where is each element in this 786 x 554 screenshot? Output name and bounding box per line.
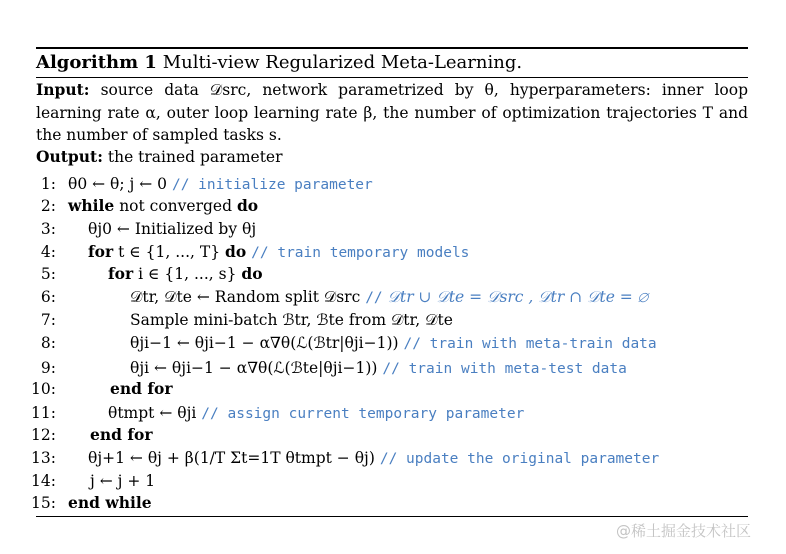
- line-code: [130, 357, 627, 380]
- input-block: [36, 79, 748, 147]
- line-comment: // assign current temporary parameter: [201, 406, 525, 422]
- line-code-text: j ← j + 1: [90, 472, 156, 490]
- line-number: 6:: [40, 288, 56, 306]
- line-code-text: θj0 ← Initialized by θj: [88, 220, 257, 238]
- line-code-text: θtmpt ← θji: [108, 404, 197, 422]
- line-comment-math: 𝒟tr ∪ 𝒟te = 𝒟src , 𝒟tr ∩ 𝒟te = ∅: [387, 288, 648, 306]
- output-text: the trained parameter: [107, 148, 283, 166]
- line-code-text: θj+1 ← θj + β(1/T Σt=1T θtmpt − θj): [88, 449, 375, 467]
- line-comment: // train temporary models: [251, 245, 470, 261]
- line-keyword: end for: [110, 379, 173, 398]
- bottom-rule: [36, 516, 748, 517]
- line-code: [108, 263, 263, 285]
- line-code: [68, 195, 258, 217]
- line-keyword: end while: [68, 493, 152, 512]
- line-keyword: do: [236, 196, 259, 215]
- line-number: 10:: [31, 380, 56, 398]
- line-code: [108, 402, 524, 425]
- top-rule: [36, 47, 748, 49]
- line-comment: // train with meta-test data: [382, 361, 627, 377]
- line-number: 8:: [40, 334, 56, 352]
- algorithm-title: [36, 52, 522, 74]
- line-code: [88, 241, 469, 264]
- line-code: [68, 173, 373, 196]
- line-number: 2:: [40, 197, 56, 215]
- line-keyword: for: [88, 242, 114, 261]
- input-label: Input:: [36, 80, 90, 99]
- line-code-text: t ∈ {1, ..., T}: [118, 243, 221, 261]
- line-number: 7:: [40, 311, 56, 329]
- line-comment: // initialize parameter: [171, 177, 373, 193]
- line-comment: //: [365, 290, 383, 306]
- line-number: 4:: [40, 243, 56, 261]
- line-number: 3:: [40, 220, 56, 238]
- line-comment: // update the original parameter: [379, 451, 660, 467]
- title-rule: [36, 77, 748, 78]
- line-code-text: θji−1 ← θji−1 − α∇θ(ℒ(ℬtr|θji−1)): [130, 334, 399, 352]
- line-number: 9:: [40, 359, 56, 377]
- line-number: 1:: [40, 175, 56, 193]
- line-keyword: while: [68, 196, 115, 215]
- line-code: [130, 332, 657, 355]
- line-code-text: Sample mini-batch ℬtr, ℬte from 𝒟tr, 𝒟te: [130, 311, 453, 329]
- output-block: [36, 146, 748, 169]
- line-code-text: θji ← θji−1 − α∇θ(ℒ(ℬte|θji−1)): [130, 359, 378, 377]
- output-label: Output:: [36, 147, 103, 166]
- line-code: [90, 470, 155, 492]
- line-number: 11:: [31, 404, 56, 422]
- line-keyword: do: [241, 264, 263, 283]
- line-code-text: θ0 ← θ; j ← 0: [68, 175, 168, 193]
- line-code-text: 𝒟tr, 𝒟te ← Random split 𝒟src: [130, 288, 361, 306]
- line-code: [90, 424, 153, 446]
- line-keyword: end for: [90, 425, 153, 444]
- line-number: 15:: [31, 494, 56, 512]
- line-number: 14:: [31, 472, 56, 490]
- line-number: 13:: [31, 449, 56, 467]
- line-code-text: not converged: [119, 197, 233, 215]
- line-code: [130, 309, 453, 331]
- algorithm-label: Algorithm 1: [36, 52, 157, 73]
- line-number: 12:: [31, 426, 56, 444]
- line-code: [130, 286, 648, 309]
- line-code: [68, 492, 152, 514]
- input-text: source data 𝒟src, network parametrized by θ, hyperparameters: inner loop learning rate α, outer loop learning rate β, the number of optimization trajectories T and the number of sampled tasks s.: [36, 81, 748, 144]
- line-comment: // train with meta-train data: [403, 336, 657, 352]
- algorithm-name: Multi-view Regularized Meta-Learning.: [162, 52, 523, 73]
- line-code: [88, 447, 659, 470]
- watermark: @稀土掘金技术社区: [616, 522, 752, 540]
- line-keyword: do: [225, 242, 247, 261]
- line-code-text: i ∈ {1, ..., s}: [138, 265, 237, 283]
- line-number: 5:: [40, 265, 56, 283]
- line-code: [88, 218, 256, 240]
- line-code: [110, 378, 173, 400]
- line-keyword: for: [108, 264, 134, 283]
